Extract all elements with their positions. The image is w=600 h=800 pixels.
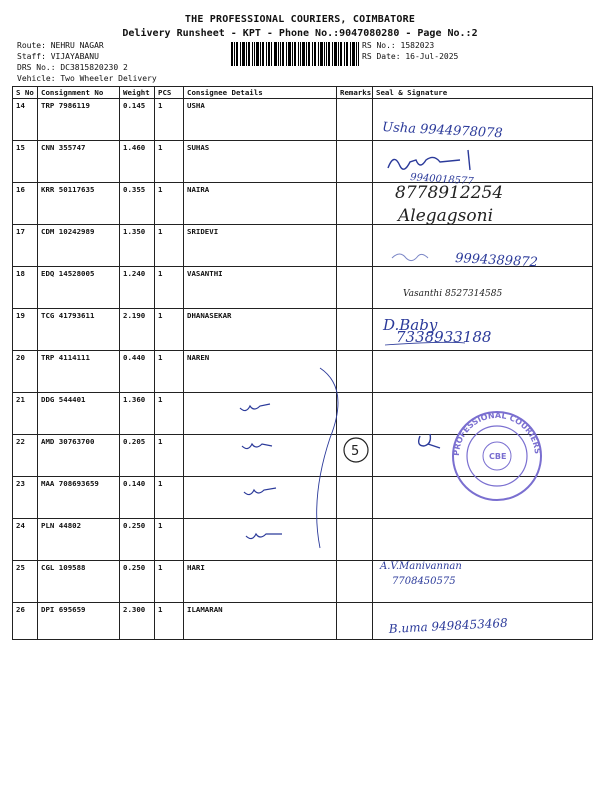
cell-pcs: 1 xyxy=(155,519,184,561)
cell-consignee: SUHAS xyxy=(184,141,337,183)
cell-remarks xyxy=(337,561,373,603)
signature-hari-phone: 7708450575 xyxy=(392,576,456,587)
table-row xyxy=(13,351,593,393)
col-header-sno: S No xyxy=(13,87,38,99)
cell-consignment: EDQ 14528005 xyxy=(38,267,120,309)
table-header-row xyxy=(13,87,593,99)
cell-weight: 0.145 xyxy=(120,99,155,141)
cell-weight: 0.355 xyxy=(120,183,155,225)
cell-remarks xyxy=(337,267,373,309)
cell-consignee: SRIDEVI xyxy=(184,225,337,267)
route-field: Route: NEHRU NAGAR xyxy=(17,41,104,50)
cell-signature xyxy=(373,477,593,519)
cell-weight: 1.460 xyxy=(120,141,155,183)
cell-weight: 0.205 xyxy=(120,435,155,477)
cell-consignment: TRP 4114111 xyxy=(38,351,120,393)
cell-sno: 21 xyxy=(13,393,38,435)
cell-signature xyxy=(373,393,593,435)
cell-consignment: TCG 41793611 xyxy=(38,309,120,351)
cell-sno: 16 xyxy=(13,183,38,225)
signature-dhanasekar-name: D.Baby xyxy=(383,316,438,334)
cell-weight: 1.360 xyxy=(120,393,155,435)
runsheet-table xyxy=(12,86,593,640)
cell-consignee: HARI xyxy=(184,561,337,603)
cell-consignment: AMD 30763700 xyxy=(38,435,120,477)
signature-sridevi: 9994389872 xyxy=(454,251,539,271)
cell-pcs: 1 xyxy=(155,561,184,603)
cell-pcs: 1 xyxy=(155,351,184,393)
signature-hari-name: A.V.Manivannan xyxy=(380,561,462,572)
table-row xyxy=(13,183,593,225)
cell-signature xyxy=(373,351,593,393)
cell-sno: 20 xyxy=(13,351,38,393)
table-row xyxy=(13,519,593,561)
cell-weight: 2.300 xyxy=(120,603,155,640)
rs-date-field: RS Date: 16-Jul-2025 xyxy=(362,52,459,61)
table-row xyxy=(13,477,593,519)
cell-remarks xyxy=(337,141,373,183)
cell-signature xyxy=(373,603,593,640)
cell-weight: 0.440 xyxy=(120,351,155,393)
col-header-remarks: Remarks xyxy=(337,87,373,99)
cell-sno: 25 xyxy=(13,561,38,603)
table-row xyxy=(13,141,593,183)
signature-naira-name: Alegagsoni xyxy=(398,206,494,226)
cell-remarks xyxy=(337,309,373,351)
cell-weight: 0.140 xyxy=(120,477,155,519)
cell-pcs: 1 xyxy=(155,141,184,183)
table-row xyxy=(13,393,593,435)
cell-remarks xyxy=(337,393,373,435)
cell-signature xyxy=(373,561,593,603)
cell-remarks xyxy=(337,477,373,519)
cell-consignment: DDG 544401 xyxy=(38,393,120,435)
cell-pcs: 1 xyxy=(155,225,184,267)
cell-signature xyxy=(373,267,593,309)
cell-sno: 14 xyxy=(13,99,38,141)
cell-remarks xyxy=(337,183,373,225)
cell-remarks xyxy=(337,603,373,640)
cell-pcs: 1 xyxy=(155,99,184,141)
cell-signature xyxy=(373,225,593,267)
page-subtitle: Delivery Runsheet - KPT - Phone No.:9047080280 - Page No.:2 xyxy=(122,28,478,39)
seal-center-text: CBE xyxy=(489,452,507,461)
table-row xyxy=(13,435,593,477)
vehicle-field: Vehicle: Two Wheeler Delivery xyxy=(17,74,157,83)
cell-consignment: KRR 50117635 xyxy=(38,183,120,225)
cell-pcs: 1 xyxy=(155,183,184,225)
barcode xyxy=(231,42,359,66)
table-row xyxy=(13,603,593,640)
cell-sno: 22 xyxy=(13,435,38,477)
cell-signature xyxy=(373,99,593,141)
cell-consignee: ILAMARAN xyxy=(184,603,337,640)
cell-signature xyxy=(373,183,593,225)
cell-pcs: 1 xyxy=(155,267,184,309)
cell-weight: 2.190 xyxy=(120,309,155,351)
col-header-pcs: PCS xyxy=(155,87,184,99)
runsheet-meta-left xyxy=(17,40,157,84)
cell-consignee: DHANASEKAR xyxy=(184,309,337,351)
cell-consignee: NAREN xyxy=(184,351,337,393)
table-row xyxy=(13,225,593,267)
signature-usha: Usha 9944978078 xyxy=(381,120,504,142)
cell-remarks xyxy=(337,435,373,477)
signature-suhas-phone: 9940018577 xyxy=(409,172,475,188)
cell-signature xyxy=(373,435,593,477)
cell-consignment: TRP 7986119 xyxy=(38,99,120,141)
cell-consignment: CDM 10242989 xyxy=(38,225,120,267)
cell-pcs: 1 xyxy=(155,603,184,640)
cell-weight: 0.250 xyxy=(120,519,155,561)
col-header-consignment: Consignment No xyxy=(38,87,120,99)
col-header-weight: Weight xyxy=(120,87,155,99)
cell-weight: 0.250 xyxy=(120,561,155,603)
cell-consignment: CNN 355747 xyxy=(38,141,120,183)
cell-remarks xyxy=(337,351,373,393)
cell-consignee: VASANTHI xyxy=(184,267,337,309)
cell-consignment: CGL 109588 xyxy=(38,561,120,603)
table-row xyxy=(13,309,593,351)
cell-consignee xyxy=(184,435,337,477)
cell-signature xyxy=(373,141,593,183)
cell-sno: 26 xyxy=(13,603,38,640)
cell-pcs: 1 xyxy=(155,435,184,477)
cell-consignee xyxy=(184,519,337,561)
staff-field: Staff: VIJAYABANU xyxy=(17,52,99,61)
col-header-signature: Seal & Signature xyxy=(373,87,593,99)
seal-text: PROFESSIONAL COURIERS xyxy=(451,410,543,457)
cell-consignee xyxy=(184,393,337,435)
cell-consignee: NAIRA xyxy=(184,183,337,225)
cell-remarks xyxy=(337,519,373,561)
cell-signature xyxy=(373,519,593,561)
cell-consignment: MAA 708693659 xyxy=(38,477,120,519)
cell-signature xyxy=(373,309,593,351)
cell-remarks xyxy=(337,225,373,267)
cell-consignee: USHA xyxy=(184,99,337,141)
table-row xyxy=(13,561,593,603)
cell-sno: 15 xyxy=(13,141,38,183)
drs-field: DRS No.: DC3815820230 2 xyxy=(17,63,128,72)
runsheet-meta-right xyxy=(362,40,458,62)
cell-pcs: 1 xyxy=(155,477,184,519)
cell-consignee xyxy=(184,477,337,519)
cell-consignment: PLN 44802 xyxy=(38,519,120,561)
cell-weight: 1.350 xyxy=(120,225,155,267)
signature-vasanthi: Vasanthi 8527314585 xyxy=(403,289,503,299)
remarks-count: 5 xyxy=(351,444,360,459)
cell-sno: 18 xyxy=(13,267,38,309)
cell-sno: 17 xyxy=(13,225,38,267)
cell-weight: 1.240 xyxy=(120,267,155,309)
signature-dhanasekar-phone: 7338933188 xyxy=(396,328,492,346)
cell-sno: 19 xyxy=(13,309,38,351)
cell-pcs: 1 xyxy=(155,309,184,351)
col-header-consignee: Consignee Details xyxy=(184,87,337,99)
cell-sno: 23 xyxy=(13,477,38,519)
table-row xyxy=(13,99,593,141)
page-title: THE PROFESSIONAL COURIERS, COIMBATORE xyxy=(184,14,416,25)
rs-number-field: RS No.: 1582023 xyxy=(362,41,435,50)
cell-remarks xyxy=(337,99,373,141)
table-row xyxy=(13,267,593,309)
cell-pcs: 1 xyxy=(155,393,184,435)
signature-ilamaran: B.uma 9498453468 xyxy=(388,615,509,636)
signature-naira-phone: 8778912254 xyxy=(395,183,504,203)
cell-consignment: DPI 695659 xyxy=(38,603,120,640)
cell-sno: 24 xyxy=(13,519,38,561)
